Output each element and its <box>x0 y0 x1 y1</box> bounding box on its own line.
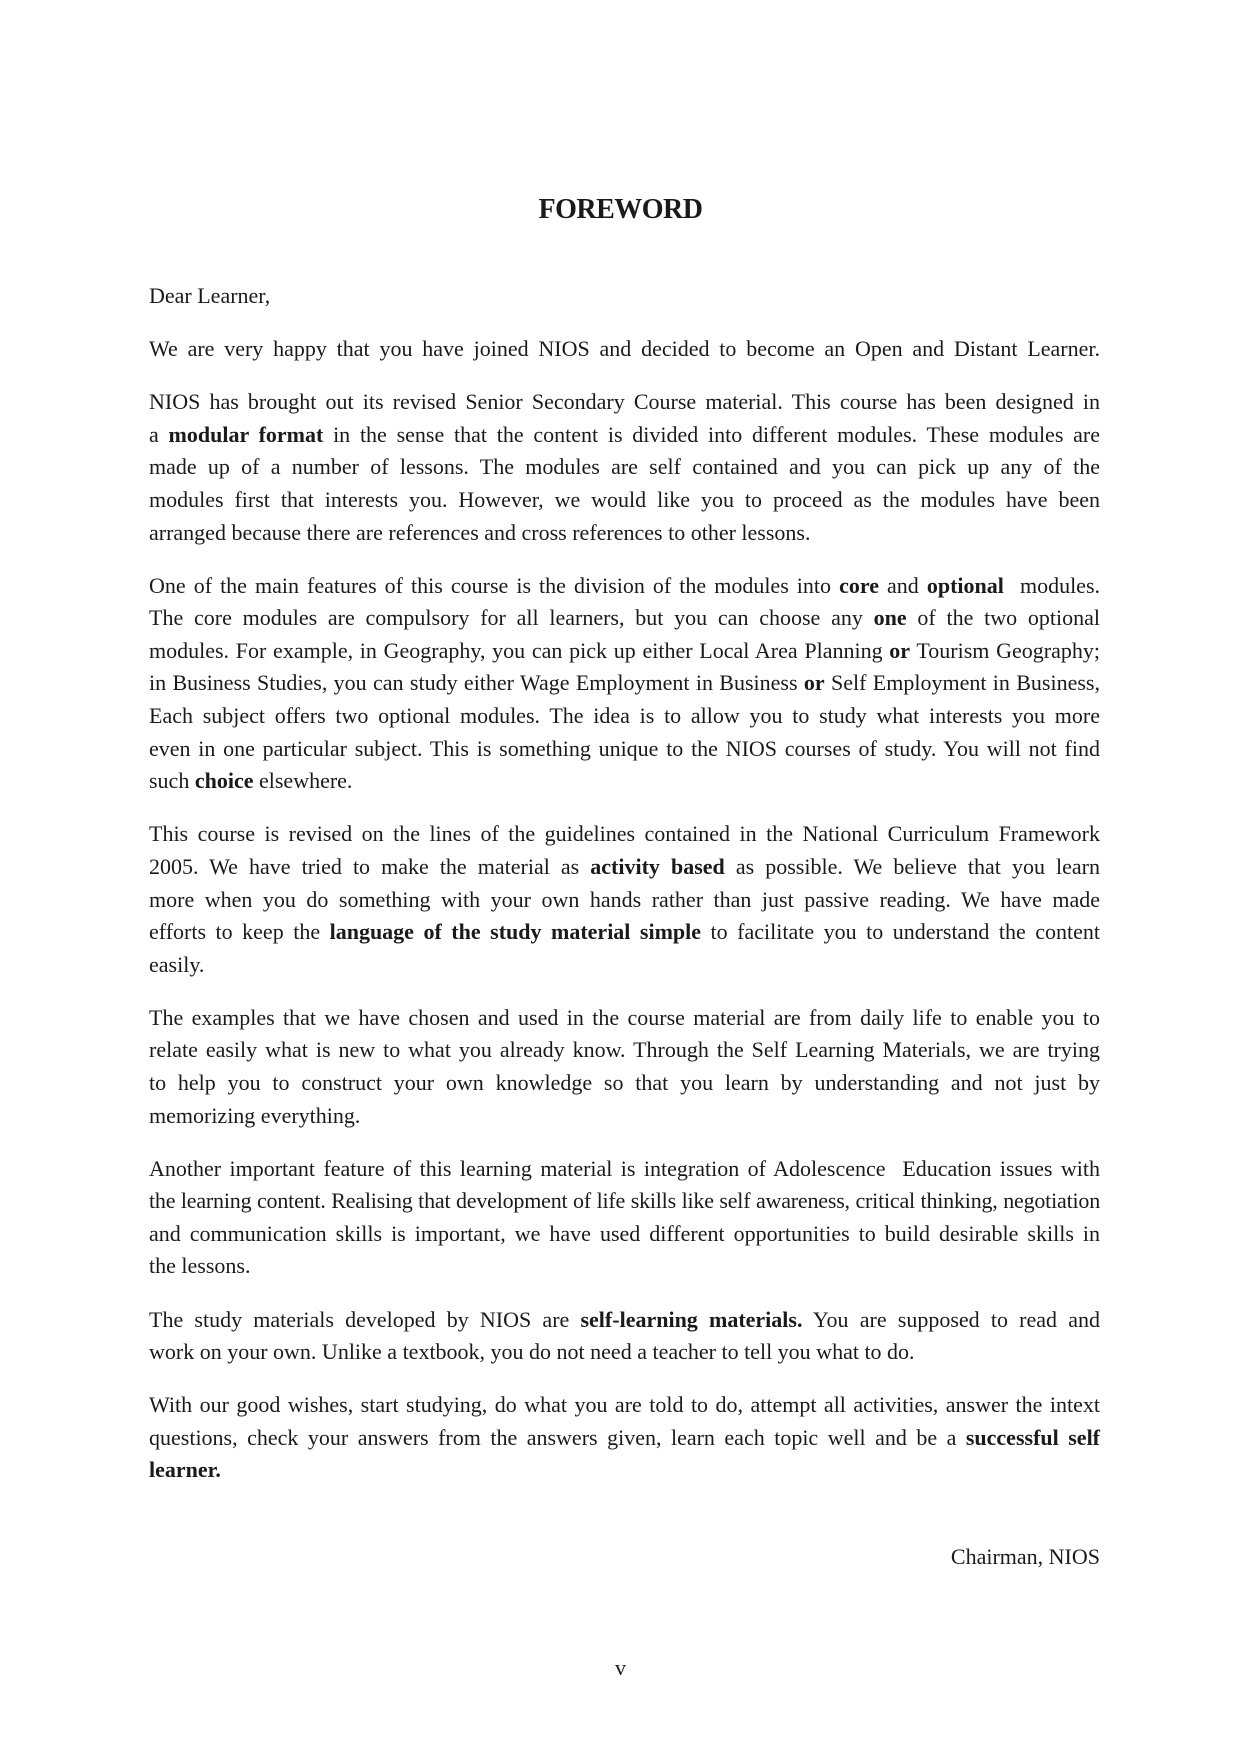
signature: Chairman, NIOS <box>950 1544 1100 1569</box>
bold-text: or <box>889 637 911 663</box>
text-segment: arranged because there are references and cross references to other lessons. <box>149 519 811 545</box>
text-line <box>149 517 1100 550</box>
bold-text: optional <box>926 572 1004 598</box>
bold-text: successful self <box>965 1424 1101 1450</box>
text-line <box>149 700 1100 733</box>
bold-text: core <box>839 572 879 598</box>
text-line <box>149 818 1100 851</box>
text-line <box>149 1034 1100 1067</box>
text-segment: Another important feature of this learning material is integration of Adolescence Education issues with <box>149 1155 1100 1181</box>
bold-text: or <box>803 670 825 696</box>
text-segment: such <box>149 768 195 794</box>
text-segment: The study materials developed by NIOS are <box>149 1306 581 1332</box>
bold-text: activity based <box>590 853 725 879</box>
paragraph <box>149 386 1100 549</box>
text-segment: Dear Learner, <box>149 283 271 308</box>
page-number: v <box>615 1655 626 1680</box>
paragraph <box>149 1389 1100 1487</box>
foreword-body <box>149 280 1100 1508</box>
text-line <box>149 280 1100 313</box>
text-line <box>149 1250 1100 1283</box>
text-line <box>149 386 1100 419</box>
text-line <box>149 1100 1100 1133</box>
text-segment: in the sense that the content is divided into different modules. These modules are <box>323 421 1100 447</box>
paragraph <box>149 280 1100 313</box>
text-segment: as possible. We believe that you learn <box>724 853 1100 879</box>
text-segment: the learning content. Realising that development of life skills like self awareness, critical thinking, negotiation <box>149 1188 1100 1214</box>
text-segment: easily. <box>149 951 205 977</box>
text-segment: of the two optional <box>906 605 1100 631</box>
paragraph <box>149 818 1100 981</box>
text-segment: modules. For example, in Geography, you can pick up either Local Area Planning <box>149 637 890 663</box>
bold-text: choice <box>194 768 254 794</box>
text-segment: Tourism Geography; <box>910 637 1100 663</box>
paragraph <box>149 1304 1100 1369</box>
text-segment: The examples that we have chosen and used in the course material are from daily life to enable you to <box>149 1004 1100 1030</box>
text-line <box>149 733 1100 766</box>
text-line <box>149 570 1100 603</box>
text-segment: memorizing everything. <box>149 1102 361 1128</box>
text-segment: the lessons. <box>149 1253 251 1279</box>
text-line <box>149 451 1100 484</box>
text-line <box>149 1185 1100 1218</box>
text-segment: With our good wishes, start studying, do what you are told to do, attempt all activities, answer the intext <box>149 1392 1100 1418</box>
text-segment: Self Employment in Business, <box>824 670 1100 696</box>
text-segment: modules first that interests you. However, we would like you to proceed as the modules have been <box>149 486 1100 512</box>
bold-text: learner. <box>149 1457 221 1483</box>
text-line <box>149 1336 1100 1369</box>
text-line <box>149 1304 1100 1337</box>
text-line <box>149 884 1100 917</box>
text-line <box>149 851 1100 884</box>
text-segment: This course is revised on the lines of the guidelines contained in the National Curriculum Framework <box>149 821 1100 847</box>
text-line <box>149 419 1100 452</box>
text-line <box>149 949 1100 982</box>
text-segment: Each subject offers two optional modules. The idea is to allow you to study what interests you more <box>149 703 1100 729</box>
text-line <box>149 1067 1100 1100</box>
bold-text: modular format <box>168 421 324 447</box>
text-segment: You are supposed to read and <box>802 1306 1100 1332</box>
text-line <box>149 333 1100 366</box>
text-segment: elsewhere. <box>253 768 353 794</box>
text-line <box>149 635 1100 668</box>
bold-text: language of the study material simple <box>329 919 702 945</box>
paragraph <box>149 1002 1100 1132</box>
text-line <box>149 916 1100 949</box>
paragraph <box>149 333 1100 366</box>
text-segment: efforts to keep the <box>149 919 330 945</box>
text-segment: and communication skills is important, we have used different opportunities to build desirable skills in <box>149 1220 1100 1246</box>
text-line <box>149 1422 1100 1455</box>
text-segment: We are very happy that you have joined NIOS and decided to become an Open and Distant Learner. <box>149 336 1100 362</box>
text-segment: relate easily what is new to what you already know. Through the Self Learning Materials, we are trying <box>149 1037 1100 1063</box>
paragraph <box>149 570 1100 798</box>
text-segment: One of the main features of this course is the division of the modules into <box>149 572 840 598</box>
text-line <box>149 1002 1100 1035</box>
text-segment: work on your own. Unlike a textbook, you do not need a teacher to tell you what to do. <box>149 1339 915 1365</box>
text-segment: made up of a number of lessons. The modules are self contained and you can pick up any of the <box>149 454 1100 480</box>
text-segment: modules. <box>1003 572 1101 598</box>
text-line <box>149 1218 1100 1251</box>
text-segment: a <box>149 421 169 447</box>
text-line <box>149 1454 1100 1487</box>
text-line <box>149 602 1100 635</box>
paragraph <box>149 1153 1100 1283</box>
bold-text: one <box>873 605 907 631</box>
text-segment: to facilitate you to understand the content <box>701 919 1100 945</box>
text-segment: 2005. We have tried to make the material as <box>149 853 591 879</box>
text-segment: to help you to construct your own knowledge so that you learn by understanding and not just by <box>149 1069 1100 1095</box>
text-segment: even in one particular subject. This is something unique to the NIOS courses of study. You will not find <box>149 735 1100 761</box>
text-line <box>149 765 1100 798</box>
page-title: FOREWORD <box>538 194 703 225</box>
text-line <box>149 1153 1100 1186</box>
text-segment: more when you do something with your own hands rather than just passive reading. We have made <box>149 886 1100 912</box>
text-segment: The core modules are compulsory for all learners, but you can choose any <box>149 605 874 631</box>
text-segment: questions, check your answers from the answers given, learn each topic well and be a <box>149 1424 966 1450</box>
text-line <box>149 1389 1100 1422</box>
text-line <box>149 484 1100 517</box>
bold-text: self-learning materials. <box>580 1306 803 1332</box>
text-segment: NIOS has brought out its revised Senior Secondary Course material. This course has been designed in <box>149 389 1100 415</box>
text-segment: and <box>878 572 927 598</box>
text-segment: in Business Studies, you can study either Wage Employment in Business <box>149 670 804 696</box>
text-line <box>149 667 1100 700</box>
